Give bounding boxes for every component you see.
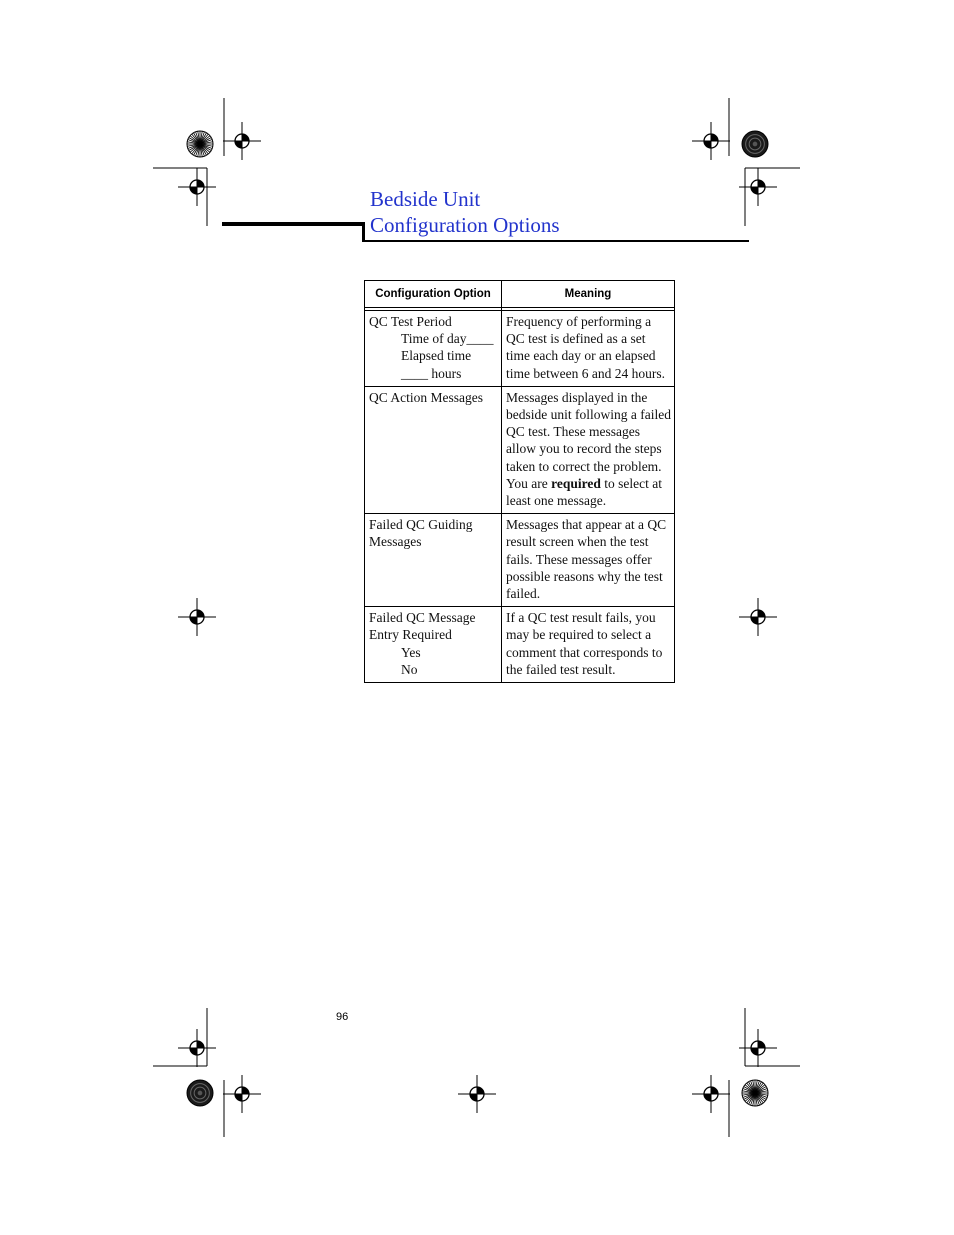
meaning-cell: Messages that appear at a QC result screen when the test fails. These messages offer possible reasons why the test failed.	[502, 514, 675, 607]
option-cell	[365, 311, 502, 387]
crosshair-quadrant	[235, 141, 242, 148]
crosshair-quadrant	[758, 1041, 765, 1048]
meaning-cell: If a QC test result fails, you may be required to select a comment that corresponds to the failed test result.	[502, 607, 675, 683]
title-rule-thick	[222, 222, 364, 226]
meaning-emphasis: required	[551, 475, 601, 491]
crosshair-quadrant	[711, 134, 718, 141]
option-label: QC Action Messages	[369, 389, 483, 405]
crosshair-quadrant	[190, 1048, 197, 1055]
table-row	[365, 386, 675, 513]
crosshair-quadrant	[758, 180, 765, 187]
title-rule-thin	[364, 240, 749, 242]
option-sub-item: Yes	[401, 644, 421, 660]
configuration-table	[364, 280, 675, 683]
crosshair-quadrant	[477, 1087, 484, 1094]
header-meaning: Meaning	[502, 281, 675, 308]
target-center	[198, 1091, 203, 1096]
crosshair-quadrant	[711, 1087, 718, 1094]
option-cell	[365, 607, 502, 683]
meaning-text: to select at least one message.	[506, 475, 663, 509]
option-sub-item: ____ hours	[401, 365, 462, 381]
table-row	[365, 607, 675, 683]
option-label: Failed QC Message Entry Required	[369, 610, 476, 643]
option-label: Failed QC Guiding Messages	[369, 517, 473, 550]
target-center	[753, 142, 758, 147]
meaning-text: Messages displayed in the bedside unit following a failed QC test. These messages allow you to record the steps taken to correct the problem. You are	[506, 389, 671, 491]
crosshair-quadrant	[704, 1094, 711, 1101]
option-label: QC Test Period	[369, 314, 452, 329]
table-row	[365, 514, 675, 607]
option-sub-item: No	[401, 661, 418, 677]
crosshair-quadrant	[235, 1094, 242, 1101]
option-cell	[365, 386, 502, 513]
crosshair-quadrant	[190, 187, 197, 194]
table-row	[365, 311, 675, 387]
crosshair-quadrant	[197, 610, 204, 617]
meaning-cell: Frequency of performing a QC test is defined as a set time each day or an elapsed time between 6 and 24 hours.	[502, 311, 675, 387]
page-title-line-1: Bedside Unit	[370, 187, 481, 211]
crosshair-quadrant	[242, 134, 249, 141]
crosshair-quadrant	[704, 141, 711, 148]
crosshair-quadrant	[197, 1041, 204, 1048]
option-sub-item: Time of day____	[401, 331, 494, 347]
crosshair-quadrant	[758, 610, 765, 617]
crosshair-quadrant	[470, 1094, 477, 1101]
page-title-line-2: Configuration Options	[370, 213, 560, 237]
option-cell	[365, 514, 502, 607]
crosshair-quadrant	[751, 617, 758, 624]
crosshair-quadrant	[242, 1087, 249, 1094]
crosshair-quadrant	[751, 1048, 758, 1055]
header-configuration-option: Configuration Option	[365, 281, 502, 308]
crosshair-quadrant	[751, 187, 758, 194]
crosshair-quadrant	[197, 180, 204, 187]
meaning-cell	[502, 386, 675, 513]
table-header-row	[365, 281, 675, 308]
crosshair-quadrant	[190, 617, 197, 624]
title-rule-corner	[362, 222, 365, 242]
option-sub-item: Elapsed time	[401, 348, 472, 364]
page-number: 96	[336, 1011, 349, 1023]
